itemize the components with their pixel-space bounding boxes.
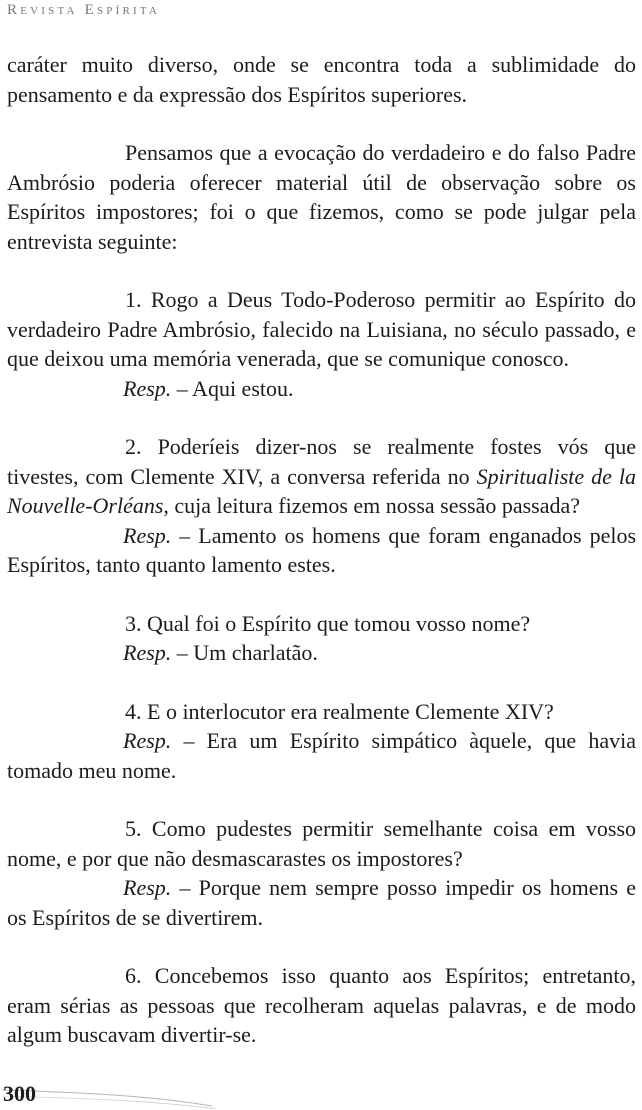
question-2-part-a: 2. Poderíeis dizer-nos se realmente fostes vós que tivestes, com Clemente XIV, a conversa referida no xyxy=(7,434,636,489)
question-3: 3. Qual foi o Espírito que tomou vosso nome? xyxy=(125,610,531,636)
question-1: 1. Rogo a Deus Todo-Poderoso permitir ao Espírito do verdadeiro Padre Ambrósio, falecido na Luisiana, no século passado, e que deixou uma memória venerada, que se comunique conosco. xyxy=(7,287,636,371)
question-4: 4. E o interlocutor era realmente Clemente XIV? xyxy=(125,698,554,724)
page-number: 300 xyxy=(3,1081,36,1106)
paragraph-intro: Pensamos que a evocação do verdadeiro e do falso Padre Ambrósio poderia oferecer material útil de observação sobre os Espíritos impostores; foi o que fizemos, como se pode julgar pela entrevista seguinte: xyxy=(7,140,636,254)
answer-1-text: – Aqui estou. xyxy=(176,375,294,401)
answer-5 xyxy=(7,873,636,932)
answer-5-text: – Porque nem sempre posso impedir os homens e os Espíritos de se divertirem. xyxy=(7,875,636,930)
resp-label: Resp. xyxy=(123,640,172,665)
question-2-italic-title: Spiritualiste de la Nouvelle-Orléans xyxy=(7,463,636,518)
answer-4-text: – Era um Espírito simpático àquele, que havia tomado meu nome. xyxy=(7,728,636,783)
question-2 xyxy=(7,432,636,521)
question-6: 6. Concebemos isso quanto aos Espíritos; entretanto, eram sérias as pessoas que recolheram aquelas palavras, e de modo algum buscavam divertir-se. xyxy=(7,963,636,1047)
paragraph-continuation: caráter muito diverso, onde se encontra toda a sublimidade do pensamento e da expressão dos Espíritos superiores. xyxy=(7,52,636,107)
resp-label: Resp. xyxy=(123,522,172,548)
answer-3-text: – Um charlatão. xyxy=(176,640,318,665)
answer-2 xyxy=(7,521,636,580)
question-5: 5. Como pudestes permitir semelhante coisa em vosso nome, e por que não desmascarastes os impostores? xyxy=(7,816,636,871)
answer-1 xyxy=(7,374,636,404)
resp-label: Resp. xyxy=(123,375,172,401)
page-body xyxy=(7,50,636,1050)
answer-2-text: – Lamento os homens que foram enganados pelos Espíritos, tanto quanto lamento estes. xyxy=(7,522,637,577)
question-2-part-b: , cuja leitura fizemos em nossa sessão passada? xyxy=(163,493,581,518)
answer-4 xyxy=(7,726,636,785)
resp-label: Resp. xyxy=(123,875,172,900)
answer-3 xyxy=(7,638,636,668)
resp-label: Resp. xyxy=(123,728,172,753)
running-header: Revista Espírita xyxy=(7,2,161,18)
